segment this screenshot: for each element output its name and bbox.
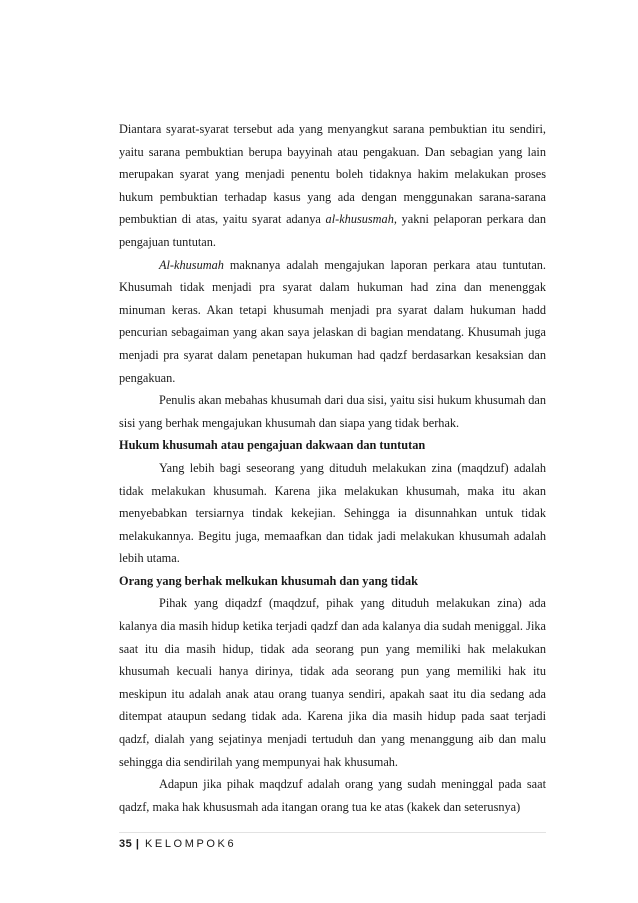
footer-divider	[119, 832, 546, 833]
footer-separator: |	[135, 838, 140, 850]
paragraph-1	[119, 118, 546, 254]
page-number: 35	[119, 838, 133, 850]
body-text	[119, 118, 546, 818]
paragraph-2-term: Al-khusumah	[159, 257, 224, 272]
paragraph-6: Adapun jika pihak maqdzuf adalah orang yang sudah meninggal pada saat qadzf, maka hak khususmah ada itangan orang tua ke atas (kakek dan seterusnya)	[119, 777, 546, 814]
paragraph-1-text-b: yakni pelaporan perkara dan pengajuan tuntutan.	[119, 212, 546, 249]
paragraph-4: Yang lebih bagi seseorang yang dituduh melakukan zina (maqdzuf) adalah tidak melakukan khusumah. Karena jika melakukan khusumah, maka itu akan menyebabkan tersiarnya tindak kekejian. Sehingga ia disunnahkan untuk tidak melakukannya. Begitu juga, memaafkan dan tidak jadi melakukan khusumah adalah lebih utama.	[119, 460, 546, 566]
paragraph-5: Pihak yang diqadzf (maqdzuf, pihak yang dituduh melakukan zina) ada kalanya dia masih hidup ketika terjadi qadzf dan ada kalanya dia sudah meniggal. Jika saat itu dia masih hidup, tidak ada seorang pun yang memiliki hak melakukan khusumah kecuali hanya dirinya, tidak ada seorang pun yang memiliki hak itu meskipun itu adalah anak atau orang tuanya sendiri, apakah saat itu dia sedang ada ditempat ataupun sedang tidak ada. Karena jika dia masih hidup pada saat terjadi qadzf, dialah yang sejatinya menjadi tertuduh dan yang menanggung aib dan malu sehingga dia sendirilah yang mempunyai hak khusumah.	[119, 596, 546, 769]
paragraph-1-term: al-khususmah,	[325, 212, 397, 227]
heading-orang-yang-berhak: Orang yang berhak melkukan khusumah dan yang tidak	[119, 573, 418, 588]
paragraph-1-text-a: Diantara syarat-syarat tersebut ada yang menyangkut sarana pembuktian itu sendiri, yaitu sarana pembuktian berupa bayyinah atau pengakuan. Dan sebagian yang lain merupakan syarat yang menjadi penentu boleh tidaknya hakim melakukan proses hukum pembuktian terhadap kasus yang ada dengan menggunakan sarana-sarana pembuktian di atas, yaitu syarat adanya	[119, 122, 546, 227]
footer-group-name: KELOMPOK6	[144, 838, 237, 850]
heading-hukum-khusumah: Hukum khusumah atau pengajuan dakwaan dan tuntutan	[119, 438, 426, 453]
paragraph-2	[119, 254, 546, 390]
page-footer	[119, 838, 236, 850]
paragraph-2-text: maknanya adalah mengajukan laporan perkara atau tuntutan. Khusumah tidak menjadi pra syarat dalam hukuman had zina dan menenggak minuman keras. Akan tetapi khusumah menjadi pra syarat dalam hukuman hadd pencurian sebagaiman yang akan saya jelaskan di bagian mendatang. Khusumah juga menjadi pra syarat dalam penetapan hukuman had qadzf berdasarkan kesaksian dan pengakuan.	[119, 257, 546, 385]
paragraph-3: Penulis akan mebahas khusumah dari dua sisi, yaitu sisi hukum khusumah dan sisi yang berhak mengajukan khusumah dan siapa yang tidak berhak.	[119, 393, 546, 430]
